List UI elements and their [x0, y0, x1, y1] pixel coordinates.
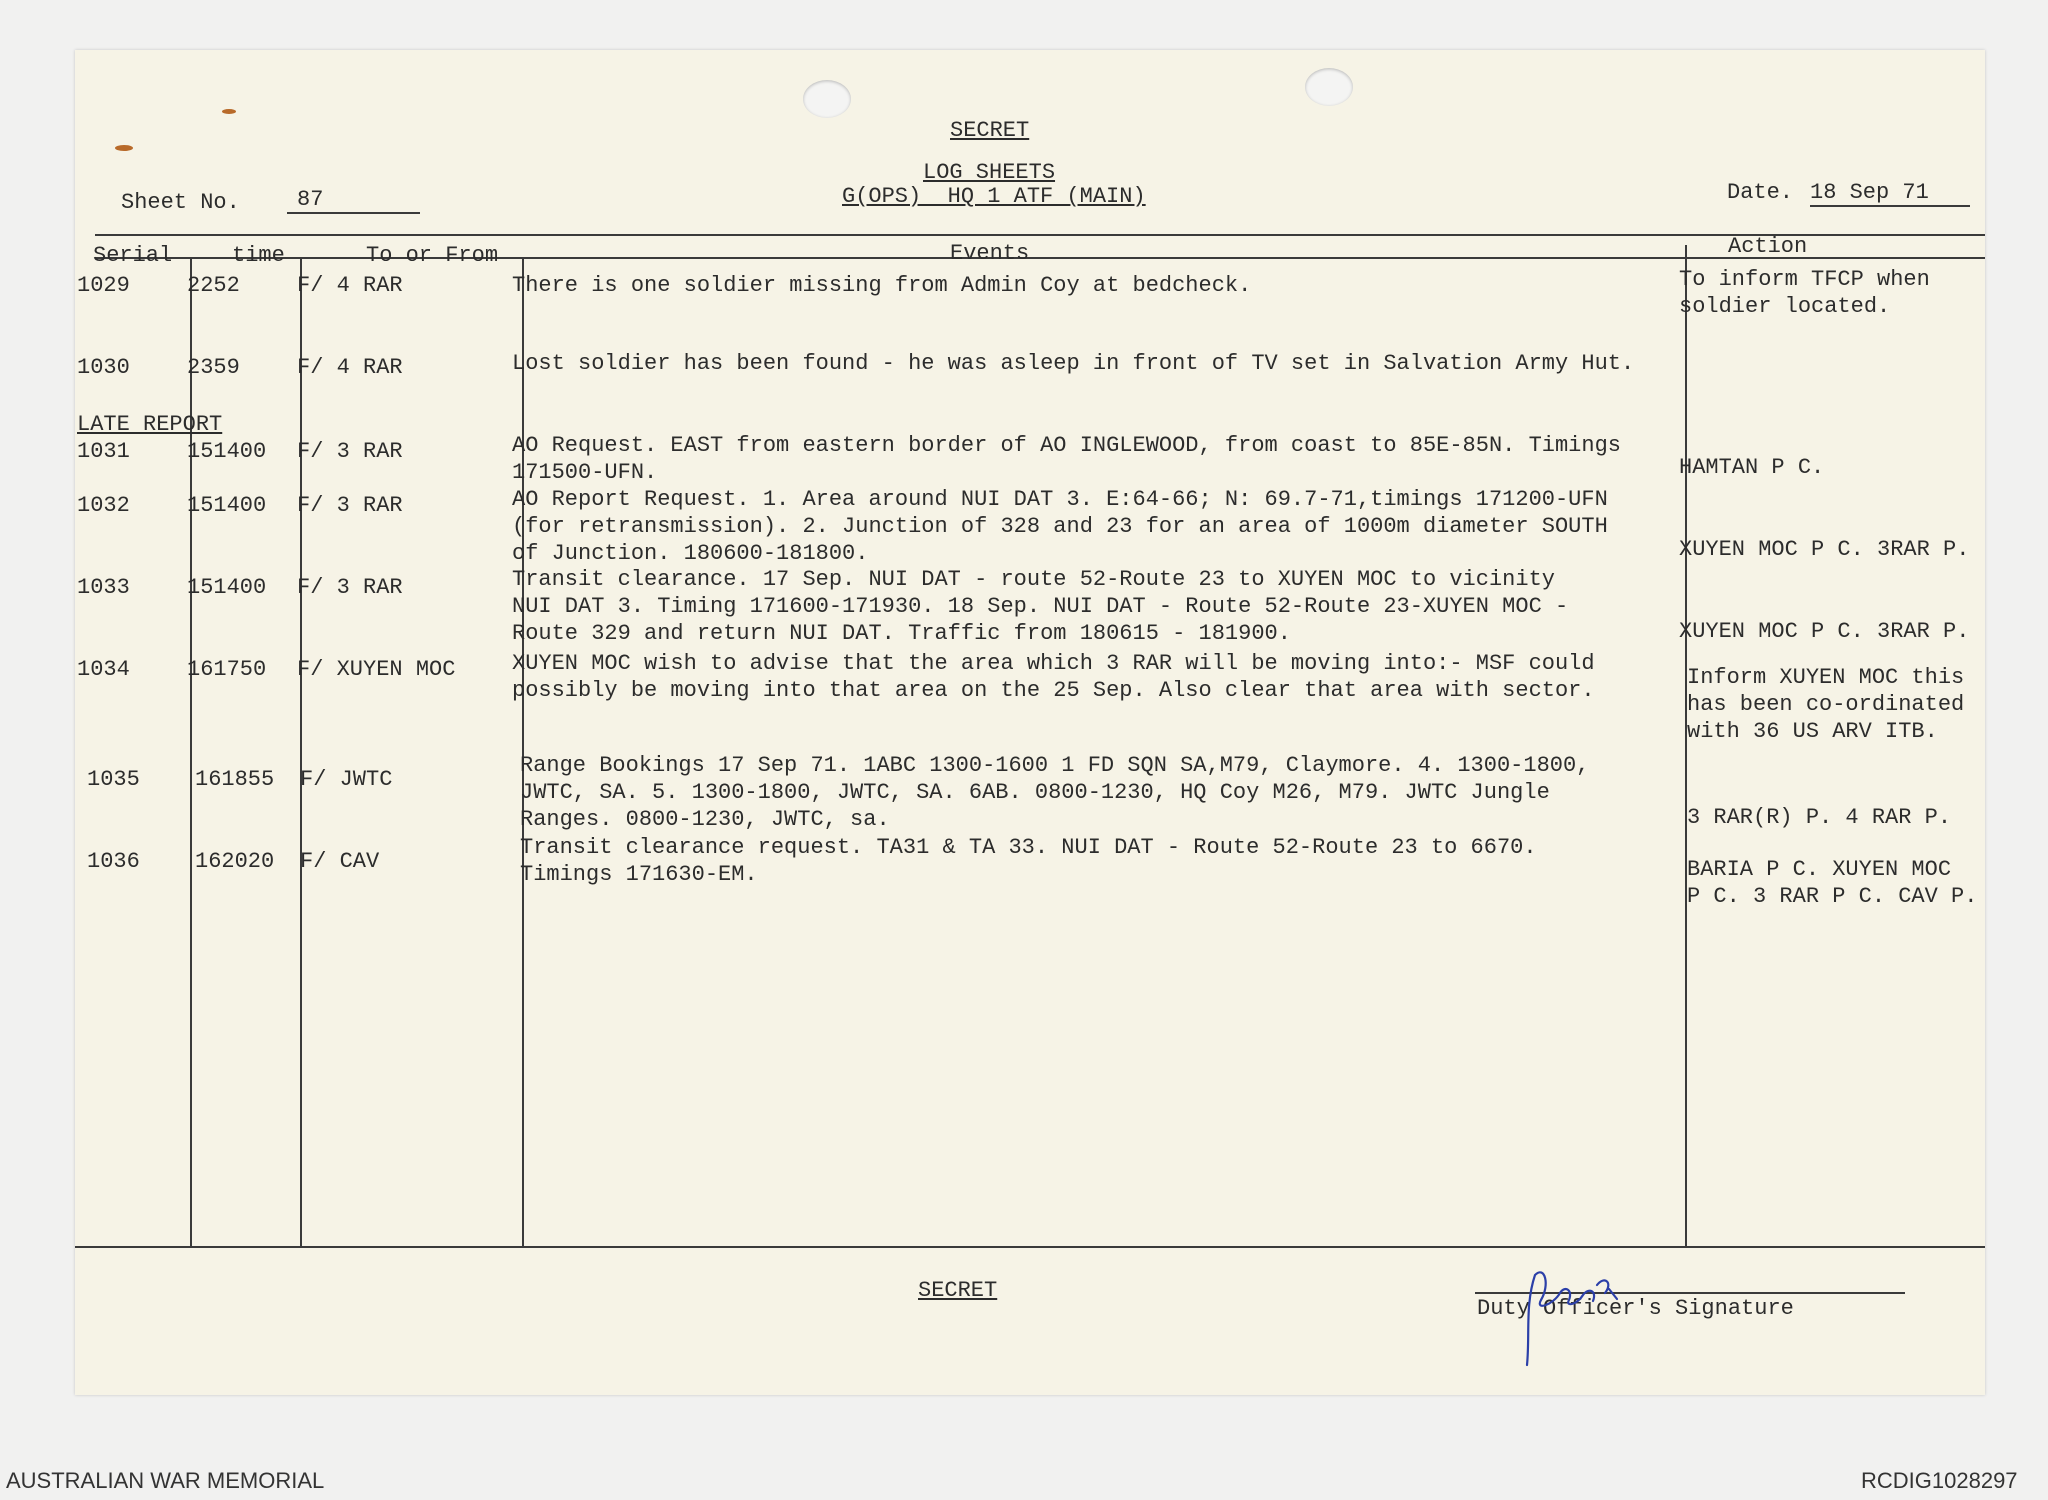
- action-cell: HAMTAN P C.: [1679, 455, 1825, 480]
- column-divider-serial: [190, 257, 192, 1247]
- action-cell: XUYEN MOC P C. 3RAR P.: [1679, 619, 1970, 644]
- event-cell: Range Bookings 17 Sep 71. 1ABC 1300-1600 1 FD SQN SA,M79, Claymore. 4. 1300-1800, JWTC, SA. 5. 1300-1800, JWTC, SA. 6AB. 0800-1230, HQ Coy M26, M79. JWTC Jungle Ranges. 0800-1230, JWTC, sa.: [520, 753, 1590, 832]
- action-cell: 3 RAR(R) P. 4 RAR P.: [1687, 805, 1952, 830]
- time-cell: 2252: [187, 273, 240, 298]
- punch-hole-right: [1305, 68, 1353, 106]
- time-cell: 151400: [187, 493, 267, 518]
- archive-id: RCDIG1028297: [1861, 1468, 2018, 1493]
- column-header-events: Events: [950, 241, 1030, 266]
- to-from-cell: F/ 3 RAR: [297, 575, 403, 600]
- signature-label: Duty Officer's Signature: [1477, 1296, 1794, 1321]
- column-header-to-from: To or From: [366, 243, 499, 268]
- column-divider-events: [1685, 245, 1687, 1247]
- to-from-cell: F/ XUYEN MOC: [297, 657, 456, 682]
- to-from-cell: F/ JWTC: [300, 767, 393, 792]
- serial-cell: 1036: [87, 849, 140, 874]
- action-cell: Inform XUYEN MOC this has been co-ordinated with 36 US ARV ITB.: [1687, 665, 1965, 744]
- to-from-cell: F/ 3 RAR: [297, 439, 403, 464]
- sheet-no-label: Sheet No.: [121, 190, 240, 215]
- serial-cell: 1032: [77, 493, 130, 518]
- column-header-time: time: [232, 243, 285, 268]
- date-label: Date.: [1727, 180, 1794, 205]
- handwritten-signature: [1505, 1245, 1645, 1375]
- date-value: 18 Sep 71: [1810, 180, 1970, 207]
- punch-hole-left: [803, 80, 851, 118]
- action-cell: BARIA P C. XUYEN MOC P C. 3 RAR P C. CAV P.: [1687, 857, 1978, 909]
- log-sheets-subtitle: G(OPS) HQ 1 ATF (MAIN): [842, 184, 1146, 209]
- time-cell: 161855: [195, 767, 275, 792]
- serial-cell: 1029: [77, 273, 130, 298]
- event-cell: Lost soldier has been found - he was asleep in front of TV set in Salvation Army Hut.: [512, 351, 1635, 376]
- classification-top: SECRET: [950, 118, 1030, 143]
- table-bottom-rule: [75, 1246, 1985, 1248]
- serial-cell: 1033: [77, 575, 130, 600]
- late-report-label: LATE REPORT: [77, 412, 223, 437]
- event-cell: AO Request. EAST from eastern border of AO INGLEWOOD, from coast to 85E-85N. Timings 171500-UFN.: [512, 433, 1621, 485]
- to-from-cell: F/ 4 RAR: [297, 273, 403, 298]
- action-cell: XUYEN MOC P C. 3RAR P.: [1679, 537, 1970, 562]
- time-cell: 162020: [195, 849, 275, 874]
- serial-cell: 1034: [77, 657, 130, 682]
- event-cell: Transit clearance request. TA31 & TA 33. NUI DAT - Route 52-Route 23 to 6670. Timings 171630-EM.: [520, 835, 1537, 887]
- classification-bottom: SECRET: [918, 1278, 998, 1303]
- column-header-serial: Serial: [93, 243, 173, 268]
- table-top-rule: [95, 234, 1985, 236]
- column-header-action: Action: [1728, 234, 1808, 259]
- log-sheets-title: LOG SHEETS: [923, 160, 1056, 185]
- stain-mark: [222, 109, 236, 114]
- to-from-cell: F/ 3 RAR: [297, 493, 403, 518]
- time-cell: 161750: [187, 657, 267, 682]
- event-cell: XUYEN MOC wish to advise that the area which 3 RAR will be moving into:- MSF could possibly be moving into that area on the 25 Sep. Also clear that area with sector.: [512, 651, 1595, 703]
- time-cell: 151400: [187, 439, 267, 464]
- archive-caption: AUSTRALIAN WAR MEMORIAL: [6, 1468, 325, 1493]
- time-cell: 2359: [187, 355, 240, 380]
- column-divider-time: [300, 257, 302, 1247]
- stain-mark: [115, 145, 133, 151]
- serial-cell: 1031: [77, 439, 130, 464]
- event-cell: AO Report Request. 1. Area around NUI DAT 3. E:64-66; N: 69.7-71,timings 171200-UFN (for retransmission). 2. Junction of 328 and 23 for an area of 1000m diameter SOUTH of Junction. 180600-181800.: [512, 487, 1608, 566]
- event-cell: Transit clearance. 17 Sep. NUI DAT - route 52-Route 23 to XUYEN MOC to vicinity NUI DAT 3. Timing 171600-171930. 18 Sep. NUI DAT - Route 52-Route 23-XUYEN MOC - Route 329 and return NUI DAT. Traffic from 180615 - 181900.: [512, 567, 1569, 646]
- to-from-cell: F/ 4 RAR: [297, 355, 403, 380]
- log-sheet-paper: [75, 50, 1985, 1395]
- sheet-no-value: 87: [287, 187, 420, 214]
- serial-cell: 1035: [87, 767, 140, 792]
- to-from-cell: F/ CAV: [300, 849, 380, 874]
- action-cell: To inform TFCP when soldier located.: [1679, 267, 1930, 319]
- serial-cell: 1030: [77, 355, 130, 380]
- time-cell: 151400: [187, 575, 267, 600]
- event-cell: There is one soldier missing from Admin Coy at bedcheck.: [512, 273, 1252, 298]
